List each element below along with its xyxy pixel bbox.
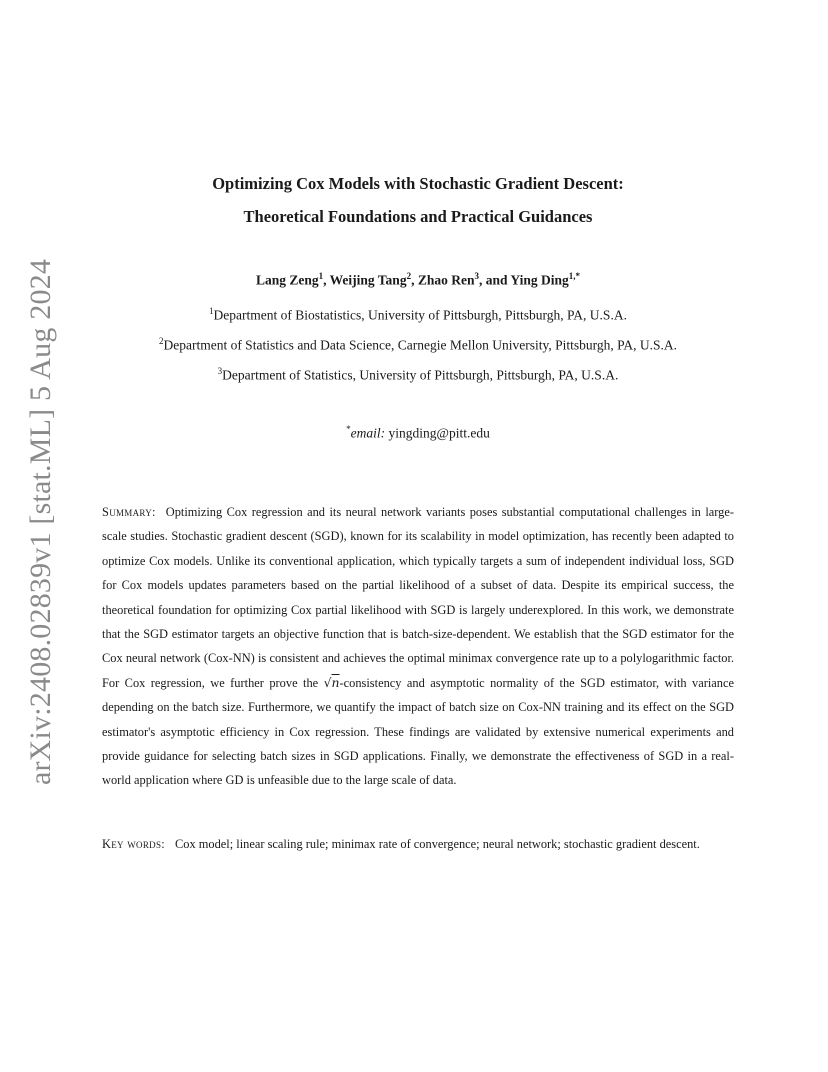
author-affiliation-mark: 1: [318, 271, 324, 281]
abstract-label: Summary:: [102, 505, 156, 519]
author-name: Lang Zeng: [255, 272, 319, 288]
author-separator: ,: [411, 272, 418, 288]
abstract-text-part-2: -consistency and asymptotic normality of the SGD estimator, with variance depending on the batch size. Furthermore, we quantify the impact of batch size on Cox-NN training and its effect on the SGD estimator's asymptotic efficiency in Cox regression. These findings are validated by extensive numerical experiments and provide guidance for selecting batch sizes in SGD applications. Finally, we demonstrate the effectiveness of SGD in a real-world application where GD is unfeasible due to the large scale of data.: [102, 675, 734, 788]
sqrt-radical: √: [323, 674, 332, 690]
affiliation-mark: 2: [158, 336, 164, 346]
arxiv-identifier: [23, 258, 59, 786]
keywords: [102, 832, 734, 856]
abstract: [102, 500, 734, 793]
affiliation: [80, 306, 756, 324]
paper-title-line-1: Optimizing Cox Models with Stochastic Gradient Descent:: [212, 174, 624, 193]
author-affiliation-mark: 3: [474, 271, 479, 281]
author-separator: ,: [323, 272, 330, 288]
affiliation-text: Department of Statistics and Data Science, Carnegie Mellon University, Pittsburgh, PA, U.S.A.: [163, 337, 678, 353]
keywords-text: Cox model; linear scaling rule; minimax rate of convergence; neural network; stochastic gradient descent.: [175, 837, 700, 851]
email-label: email:: [350, 425, 386, 441]
affiliation-mark: 3: [217, 366, 223, 376]
sqrt-n-symbol: [324, 675, 340, 690]
paper-title-line-2: Theoretical Foundations and Practical Guidances: [243, 207, 593, 226]
arxiv-identifier-text: arXiv:2408.02839v1 [stat.ML] 5 Aug 2024: [24, 258, 57, 786]
author-affiliation-mark: 1,*: [568, 271, 580, 281]
affiliation-mark: 1: [209, 306, 214, 316]
affiliation-text: Department of Biostatistics, University of Pittsburgh, Pittsburgh, PA, U.S.A.: [213, 307, 627, 323]
affiliation: [80, 366, 756, 384]
author-name: Weijing Tang: [329, 272, 407, 288]
author-affiliation-mark: 2: [406, 271, 412, 281]
corresponding-mark: *: [346, 424, 351, 434]
abstract-text-part-1: Optimizing Cox regression and its neural network variants poses substantial computational challenges in large-scale studies. Stochastic gradient descent (SGD), known for its scalability in model optimization, has recently been adapted to optimize Cox models. Unlike its conventional application, which typically targets a sum of independent individual loss, SGD for Cox models updates parameters based on the partial likelihood of a subset of data. Despite its empirical success, the theoretical foundation for optimizing Cox partial likelihood with SGD is largely underexplored. In this work, we demonstrate that the SGD estimator targets an objective function that is batch-size-dependent. We establish that the SGD estimator for the Cox neural network (Cox-NN) is consistent and achieves the optimal minimax convergence rate up to a polylogarithmic factor. For Cox regression, we further prove the: [102, 505, 734, 690]
keywords-label: Key words:: [102, 837, 165, 851]
email-address[interactable]: yingding@pitt.edu: [388, 425, 490, 441]
author-list: [100, 271, 736, 289]
author-separator: , and: [478, 272, 511, 288]
author-name: Zhao Ren: [417, 272, 475, 288]
affiliation: [80, 336, 756, 354]
author-name: Ying Ding: [510, 272, 569, 288]
corresponding-email: [100, 424, 736, 442]
sqrt-argument: n: [331, 674, 340, 690]
affiliation-text: Department of Statistics, University of Pittsburgh, Pittsburgh, PA, U.S.A.: [222, 367, 619, 383]
